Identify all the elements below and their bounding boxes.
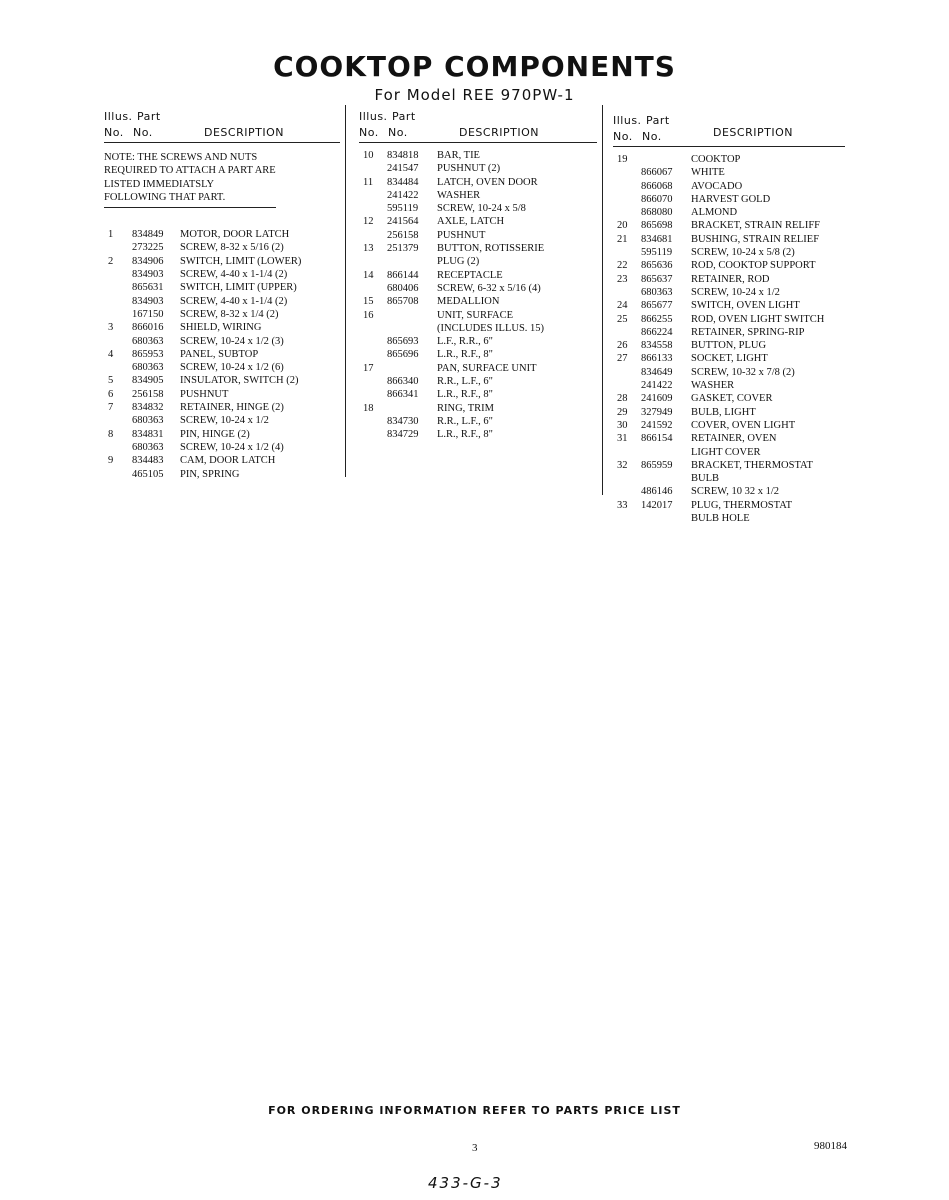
part-description: WHITE <box>691 167 725 179</box>
part-description: BUTTON, ROTISSERIE <box>437 243 545 255</box>
part-description: ALMOND <box>691 207 738 219</box>
part-number: 834903 <box>132 269 164 281</box>
illus-number: 9 <box>108 455 114 467</box>
part-number: 834558 <box>641 340 673 352</box>
column-header <box>104 108 340 143</box>
part-number: 167150 <box>132 308 164 320</box>
part-number: 680363 <box>132 362 164 374</box>
part-description: RING, TRIM <box>437 402 494 414</box>
part-number: 241547 <box>387 163 419 175</box>
part-number: 834903 <box>132 295 164 307</box>
part-number: 834484 <box>387 176 419 188</box>
part-row <box>613 259 845 272</box>
part-number: 241422 <box>387 189 419 201</box>
part-row <box>359 322 597 335</box>
part-description: PANEL, SUBTOP <box>180 348 259 360</box>
handwritten-code: 433-G-3 <box>428 1174 503 1192</box>
part-row <box>359 162 597 175</box>
part-row <box>359 402 597 415</box>
part-row <box>359 388 597 401</box>
part-row <box>359 309 597 322</box>
illus-number: 22 <box>617 260 628 272</box>
part-row <box>104 428 340 441</box>
part-number: 241592 <box>641 419 673 431</box>
part-row <box>613 193 845 206</box>
part-number: 834730 <box>387 415 419 427</box>
header-illus: Illus. <box>613 114 642 127</box>
part-number: 866068 <box>641 180 673 192</box>
part-description: BUTTON, PLUG <box>691 340 767 352</box>
illus-number: 21 <box>617 233 628 245</box>
part-row <box>359 428 597 441</box>
part-row <box>613 459 845 472</box>
part-row <box>613 366 845 379</box>
part-description: PLUG, THERMOSTAT <box>691 499 793 511</box>
part-number: 866067 <box>641 167 673 179</box>
part-description: PUSHNUT <box>437 229 486 241</box>
header-part: Part <box>392 110 416 123</box>
header-illus-no: No. <box>359 126 379 139</box>
part-description: AVOCADO <box>691 180 743 192</box>
part-row <box>613 419 845 432</box>
part-row <box>359 242 597 255</box>
part-description: ROD, COOKTOP SUPPORT <box>691 260 816 272</box>
part-number: 834483 <box>132 455 164 467</box>
part-row <box>613 299 845 312</box>
part-description: SCREW, 10-24 x 1/2 <box>691 286 780 298</box>
part-row <box>613 392 845 405</box>
part-number: 868080 <box>641 207 673 219</box>
part-number: 486146 <box>641 486 673 498</box>
part-description: BAR, TIE <box>437 150 480 161</box>
part-description: COVER, OVEN LIGHT <box>691 419 796 431</box>
part-description: SCREW, 8-32 x 1/4 (2) <box>180 308 279 320</box>
illus-number: 10 <box>363 150 374 161</box>
part-description: RETAINER, SPRING-RIP <box>691 326 805 338</box>
parts-list <box>359 149 597 442</box>
part-description: PUSHNUT (2) <box>437 163 501 175</box>
part-number: 866255 <box>641 313 673 325</box>
part-number: 680363 <box>132 441 164 453</box>
part-row <box>613 512 845 525</box>
part-description: SCREW, 10 32 x 1/2 <box>691 486 779 498</box>
illus-number: 25 <box>617 313 628 325</box>
part-number: 465105 <box>132 468 164 480</box>
part-row <box>104 361 340 374</box>
part-row <box>613 219 845 232</box>
part-row <box>359 375 597 388</box>
part-description: PLUG (2) <box>437 256 480 268</box>
part-number: 680363 <box>132 335 164 347</box>
part-number: 865693 <box>387 336 419 348</box>
part-row <box>104 295 340 308</box>
part-description: SWITCH, OVEN LIGHT <box>691 300 800 312</box>
illus-number: 4 <box>108 348 114 360</box>
part-number: 256158 <box>132 388 164 400</box>
header-part-no: No. <box>388 126 408 139</box>
part-description: WASHER <box>437 189 481 201</box>
part-description: RETAINER, ROD <box>691 273 770 285</box>
illus-number: 1 <box>108 229 114 241</box>
part-number: 865696 <box>387 349 419 361</box>
part-row <box>104 255 340 268</box>
illus-number: 19 <box>617 154 628 165</box>
part-row <box>104 281 340 294</box>
part-description: R.R., L.F., 6" <box>437 376 493 388</box>
illus-number: 18 <box>363 402 374 414</box>
illus-number: 12 <box>363 216 374 228</box>
part-row <box>359 295 597 308</box>
part-number: 866144 <box>387 269 419 281</box>
part-row <box>359 282 597 295</box>
part-row <box>613 206 845 219</box>
part-row <box>613 472 845 485</box>
illus-number: 29 <box>617 406 628 418</box>
part-description: RETAINER, HINGE (2) <box>180 402 284 414</box>
illus-number: 27 <box>617 353 628 365</box>
part-number: 834832 <box>132 402 164 414</box>
part-description: SCREW, 4-40 x 1-1/4 (2) <box>180 269 288 281</box>
part-row <box>613 166 845 179</box>
part-row <box>613 379 845 392</box>
parts-list <box>613 153 845 525</box>
part-row <box>613 339 845 352</box>
part-row <box>613 246 845 259</box>
part-row <box>613 233 845 246</box>
illus-number: 5 <box>108 375 114 387</box>
part-number: 273225 <box>132 242 164 254</box>
illus-number: 15 <box>363 296 374 308</box>
illus-number: 33 <box>617 499 628 511</box>
part-number: 680363 <box>641 286 673 298</box>
part-description: L.R., R.F., 8" <box>437 389 493 401</box>
part-row <box>613 352 845 365</box>
header-part-no: No. <box>642 130 662 143</box>
part-number: 866341 <box>387 389 419 401</box>
part-description: L.F., R.R., 6" <box>437 336 493 348</box>
header-description: DESCRIPTION <box>204 126 284 139</box>
part-row <box>104 454 340 467</box>
part-description: BUSHING, STRAIN RELIEF <box>691 233 820 245</box>
part-description: HARVEST GOLD <box>691 193 771 205</box>
part-description: SCREW, 4-40 x 1-1/4 (2) <box>180 295 288 307</box>
part-description: SOCKET, LIGHT <box>691 353 768 365</box>
part-description: MOTOR, DOOR LATCH <box>180 229 290 241</box>
part-number: 680406 <box>387 282 419 294</box>
part-description: PIN, SPRING <box>180 468 240 480</box>
part-number: 680363 <box>132 415 164 427</box>
part-number: 866133 <box>641 353 673 365</box>
part-number: 866224 <box>641 326 673 338</box>
part-row <box>359 255 597 268</box>
part-number: 595119 <box>387 203 419 215</box>
illus-number: 7 <box>108 402 114 414</box>
part-row <box>104 388 340 401</box>
part-description: SCREW, 10-24 x 1/2 (3) <box>180 335 284 347</box>
part-description: BRACKET, THERMOSTAT <box>691 459 813 471</box>
part-description: UNIT, SURFACE <box>437 309 514 321</box>
part-description: GASKET, COVER <box>691 393 773 405</box>
part-description: SWITCH, LIMIT (UPPER) <box>180 282 297 294</box>
part-number: 834818 <box>387 150 419 161</box>
header-part: Part <box>646 114 670 127</box>
part-description: ROD, OVEN LIGHT SWITCH <box>691 313 825 325</box>
illus-number: 6 <box>108 388 114 400</box>
part-number: 834849 <box>132 229 164 241</box>
part-number: 865708 <box>387 296 419 308</box>
part-number: 865636 <box>641 260 673 272</box>
part-description: R.R., L.F., 6" <box>437 415 493 427</box>
part-number: 865959 <box>641 459 673 471</box>
part-row <box>613 273 845 286</box>
part-row <box>359 149 597 162</box>
part-row <box>613 485 845 498</box>
part-description: SHIELD, WIRING <box>180 322 262 334</box>
parts-column-3 <box>613 108 845 525</box>
part-row <box>613 180 845 193</box>
part-description: AXLE, LATCH <box>437 216 505 228</box>
part-number: 241609 <box>641 393 673 405</box>
part-number: 251379 <box>387 243 419 255</box>
document-code: 980184 <box>814 1140 847 1152</box>
part-row <box>613 446 845 459</box>
header-description: DESCRIPTION <box>459 126 539 139</box>
part-description: SWITCH, LIMIT (LOWER) <box>180 255 302 267</box>
part-description: BULB <box>691 473 720 485</box>
part-row <box>104 401 340 414</box>
header-illus: Illus. <box>359 110 388 123</box>
illus-number: 14 <box>363 269 374 281</box>
part-description: BRACKET, STRAIN RELIFF <box>691 220 821 232</box>
part-description: BULB HOLE <box>691 513 750 525</box>
part-description: PUSHNUT <box>180 388 229 400</box>
part-row <box>104 335 340 348</box>
illus-number: 2 <box>108 255 114 267</box>
part-number: 834649 <box>641 366 673 378</box>
part-description: SCREW, 10-24 x 1/2 <box>180 415 269 427</box>
part-description: SCREW, 10-24 x 1/2 (6) <box>180 362 284 374</box>
page-number: 3 <box>472 1142 478 1154</box>
part-number: 241422 <box>641 380 673 392</box>
part-row <box>613 326 845 339</box>
part-row <box>359 229 597 242</box>
part-row <box>104 414 340 427</box>
part-number: 866154 <box>641 433 673 445</box>
illus-number: 26 <box>617 340 628 352</box>
part-description: LIGHT COVER <box>691 446 761 458</box>
part-row <box>613 153 845 166</box>
illus-number: 11 <box>363 176 374 188</box>
ordering-note: FOR ORDERING INFORMATION REFER TO PARTS PRICE LIST <box>268 1104 681 1117</box>
part-row <box>359 348 597 361</box>
part-row <box>104 268 340 281</box>
part-number: 142017 <box>641 499 673 511</box>
part-number: 866016 <box>132 322 164 334</box>
part-number: 241564 <box>387 216 419 228</box>
part-number: 866070 <box>641 193 673 205</box>
column-header <box>359 108 597 143</box>
part-row <box>359 215 597 228</box>
part-row <box>613 286 845 299</box>
part-description: MEDALLION <box>437 296 500 308</box>
part-number: 865637 <box>641 273 673 285</box>
part-row <box>104 374 340 387</box>
header-part-no: No. <box>133 126 153 139</box>
part-row <box>104 468 340 481</box>
part-number: 834831 <box>132 428 164 440</box>
part-number: 256158 <box>387 229 419 241</box>
illus-number: 24 <box>617 300 628 312</box>
model-subtitle: For Model REE 970PW-1 <box>374 86 575 104</box>
part-number: 865698 <box>641 220 673 232</box>
part-description: L.R., R.F., 8" <box>437 429 493 441</box>
screws-note: NOTE: THE SCREWS AND NUTS REQUIRED TO ATTACH A PART ARE LISTED IMMEDIATSLY FOLLOWING THAT PART. <box>104 151 276 208</box>
part-description: LATCH, OVEN DOOR <box>437 176 538 188</box>
illus-number: 17 <box>363 362 374 374</box>
part-description: L.R., R.F., 8" <box>437 349 493 361</box>
part-row <box>359 362 597 375</box>
part-number: 865677 <box>641 300 673 312</box>
part-number: 327949 <box>641 406 673 418</box>
part-row <box>613 499 845 512</box>
part-description: SCREW, 8-32 x 5/16 (2) <box>180 242 284 254</box>
part-row <box>104 441 340 454</box>
part-description: SCREW, 10-32 x 7/8 (2) <box>691 366 795 378</box>
part-number: 866340 <box>387 376 419 388</box>
illus-number: 28 <box>617 393 628 405</box>
part-row <box>359 176 597 189</box>
parts-list <box>104 228 340 481</box>
column-divider <box>602 105 603 495</box>
header-illus: Illus. <box>104 110 133 123</box>
part-description: SCREW, 10-24 x 1/2 (4) <box>180 441 284 453</box>
part-row <box>104 321 340 334</box>
part-description: WASHER <box>691 380 735 392</box>
part-row <box>359 269 597 282</box>
part-row <box>613 313 845 326</box>
illus-number: 13 <box>363 243 374 255</box>
part-description: PIN, HINGE (2) <box>180 428 250 440</box>
part-row <box>359 189 597 202</box>
illus-number: 8 <box>108 428 114 440</box>
parts-column-1 <box>104 108 340 481</box>
illus-number: 16 <box>363 309 374 321</box>
part-row <box>359 202 597 215</box>
part-number: 865631 <box>132 282 164 294</box>
part-description: RETAINER, OVEN <box>691 433 777 445</box>
header-description: DESCRIPTION <box>713 126 793 139</box>
part-description: COOKTOP <box>691 154 741 165</box>
part-row <box>359 335 597 348</box>
part-description: PAN, SURFACE UNIT <box>437 362 537 374</box>
part-number: 595119 <box>641 247 673 259</box>
part-row <box>359 415 597 428</box>
part-description: SCREW, 10-24 x 5/8 <box>437 203 526 215</box>
column-header <box>613 108 845 147</box>
illus-number: 23 <box>617 273 628 285</box>
part-row <box>613 406 845 419</box>
part-description: RECEPTACLE <box>437 269 503 281</box>
column-divider <box>345 105 346 477</box>
illus-number: 30 <box>617 419 628 431</box>
part-description: SCREW, 10-24 x 5/8 (2) <box>691 247 795 259</box>
illus-number: 3 <box>108 322 114 334</box>
part-number: 834729 <box>387 429 419 441</box>
page-title: COOKTOP COMPONENTS <box>273 50 676 83</box>
header-part: Part <box>137 110 161 123</box>
parts-column-2 <box>359 108 597 442</box>
part-description: INSULATOR, SWITCH (2) <box>180 375 299 387</box>
part-description: BULB, LIGHT <box>691 406 756 418</box>
part-row <box>104 348 340 361</box>
part-number: 865953 <box>132 348 164 360</box>
part-description: (INCLUDES ILLUS. 15) <box>437 322 545 334</box>
part-row <box>104 308 340 321</box>
illus-number: 20 <box>617 220 628 232</box>
part-row <box>613 432 845 445</box>
part-number: 834905 <box>132 375 164 387</box>
header-illus-no: No. <box>104 126 124 139</box>
part-description: SCREW, 6-32 x 5/16 (4) <box>437 282 541 294</box>
part-row <box>104 241 340 254</box>
part-row <box>104 228 340 241</box>
part-number: 834681 <box>641 233 673 245</box>
illus-number: 31 <box>617 433 628 445</box>
part-number: 834906 <box>132 255 164 267</box>
part-description: CAM, DOOR LATCH <box>180 455 276 467</box>
header-illus-no: No. <box>613 130 633 143</box>
illus-number: 32 <box>617 459 628 471</box>
